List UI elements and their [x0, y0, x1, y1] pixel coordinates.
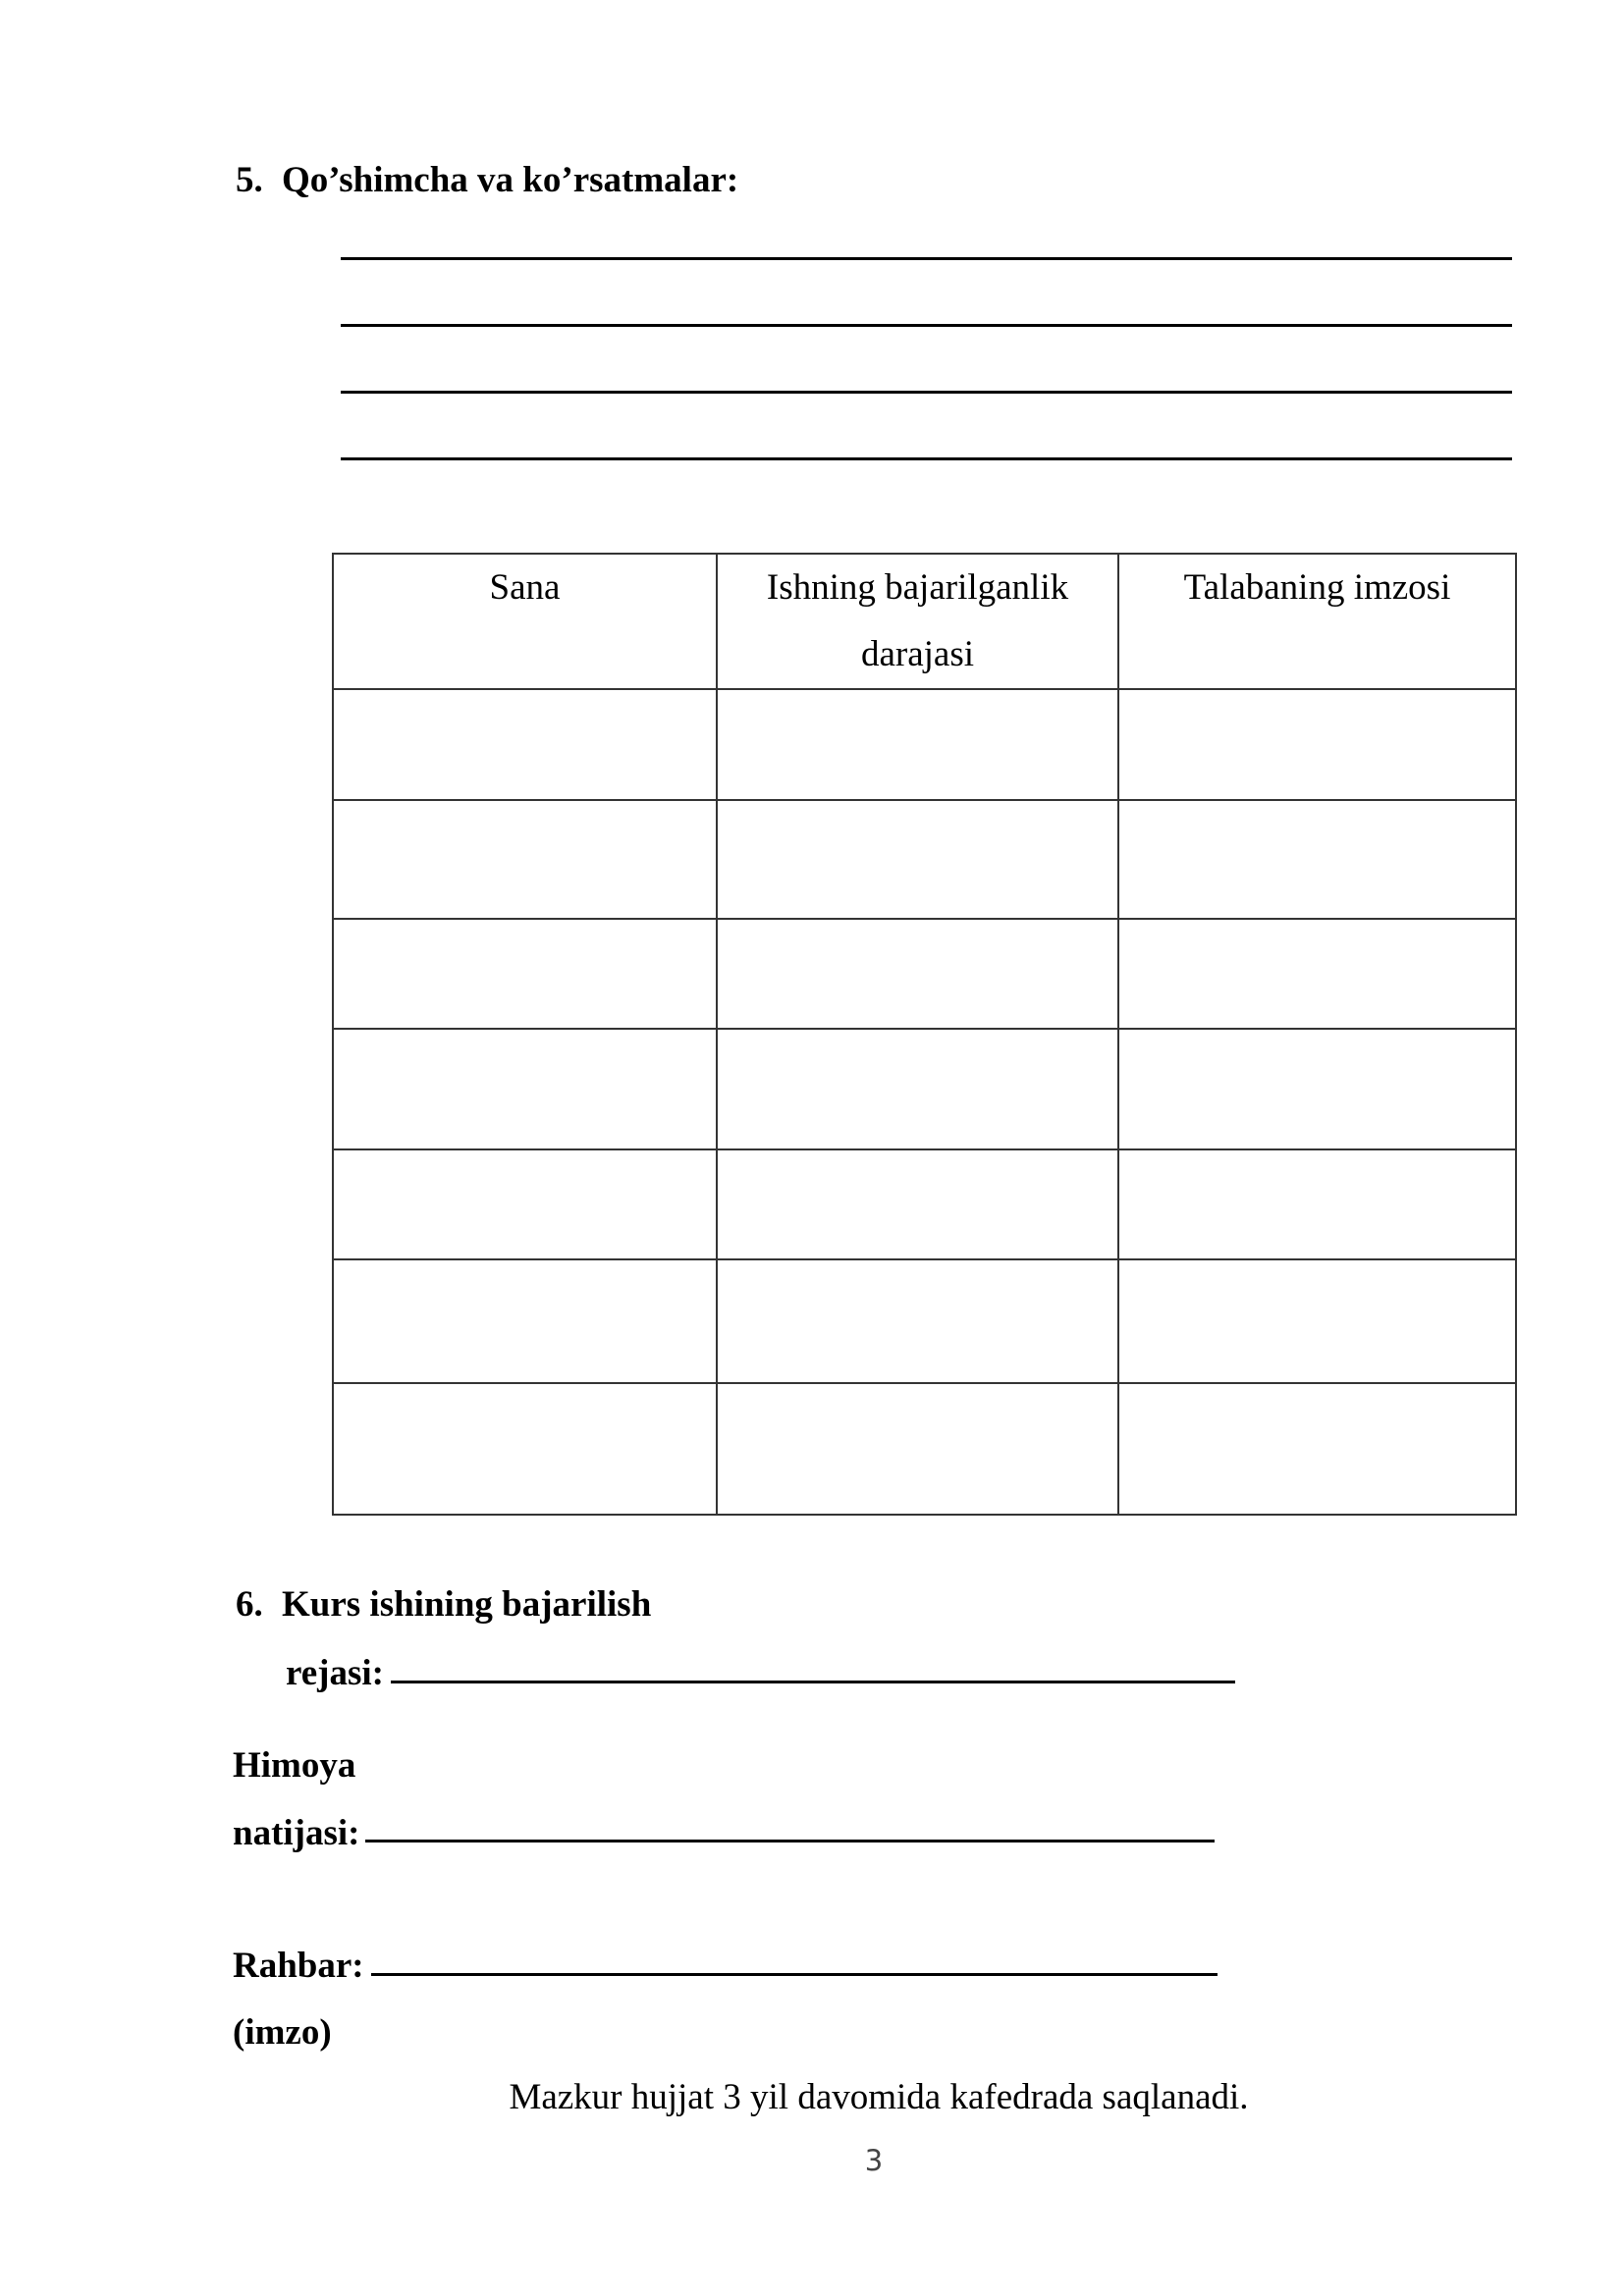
note-line-2[interactable]: [341, 324, 1512, 327]
supervisor-signature-line[interactable]: [371, 1973, 1218, 1976]
table-cell[interactable]: [333, 1383, 717, 1515]
header-student-signature: Talabaning imzosi: [1118, 554, 1516, 689]
table-cell[interactable]: [333, 1259, 717, 1383]
supervisor-label: Rahbar:: [233, 1946, 364, 1986]
table-cell[interactable]: [333, 919, 717, 1029]
table-row: [333, 1029, 1516, 1149]
table-cell[interactable]: [717, 1029, 1118, 1149]
header-completion-level-text: Ishning bajarilganlik darajasi: [766, 567, 1069, 674]
table-row: [333, 1383, 1516, 1515]
table-row: [333, 800, 1516, 919]
table-header-row: [333, 554, 1516, 689]
plan-blank-line[interactable]: [391, 1681, 1235, 1683]
table-cell[interactable]: [1118, 1149, 1516, 1259]
storage-note: Mazkur hujjat 3 yil davomida kafedrada saqlanadi.: [509, 2077, 1249, 2117]
table-row: [333, 1259, 1516, 1383]
table-row: [333, 1149, 1516, 1259]
defense-result-blank-line[interactable]: [365, 1840, 1215, 1842]
section-6-title: Kurs ishining bajarilish: [282, 1584, 652, 1625]
note-line-4[interactable]: [341, 457, 1512, 460]
table-row: [333, 919, 1516, 1029]
table-cell[interactable]: [717, 1383, 1118, 1515]
section-6-plan-label: rejasi:: [286, 1653, 384, 1693]
table-cell[interactable]: [1118, 1259, 1516, 1383]
signature-note: (imzo): [233, 2012, 332, 2053]
table-cell[interactable]: [333, 1149, 717, 1259]
table-cell[interactable]: [333, 800, 717, 919]
table-cell[interactable]: [717, 1259, 1118, 1383]
section-5-title: Qo’shimcha va ko’rsatmalar:: [282, 160, 739, 200]
table-cell[interactable]: [717, 800, 1118, 919]
note-line-1[interactable]: [341, 257, 1512, 260]
table-row: [333, 689, 1516, 800]
table-cell[interactable]: [333, 1029, 717, 1149]
table-cell[interactable]: [717, 919, 1118, 1029]
defense-label-line-2: natijasi:: [233, 1813, 360, 1853]
section-6-number: 6.: [236, 1584, 263, 1625]
table-cell[interactable]: [1118, 1383, 1516, 1515]
table-cell[interactable]: [1118, 1029, 1516, 1149]
table-cell[interactable]: [1118, 800, 1516, 919]
table-cell[interactable]: [717, 689, 1118, 800]
section-5-number: 5.: [236, 160, 263, 200]
table-cell[interactable]: [333, 689, 717, 800]
section-6-heading: [236, 1586, 651, 1623]
section-5-heading: [236, 162, 738, 198]
progress-table: [332, 553, 1517, 1516]
page-number: 3: [864, 2144, 884, 2177]
table-cell[interactable]: [717, 1149, 1118, 1259]
defense-label-line-1: Himoya: [233, 1745, 356, 1786]
header-date: Sana: [333, 554, 717, 689]
table-cell[interactable]: [1118, 689, 1516, 800]
header-completion-level: [717, 554, 1118, 689]
note-line-3[interactable]: [341, 391, 1512, 394]
table-cell[interactable]: [1118, 919, 1516, 1029]
